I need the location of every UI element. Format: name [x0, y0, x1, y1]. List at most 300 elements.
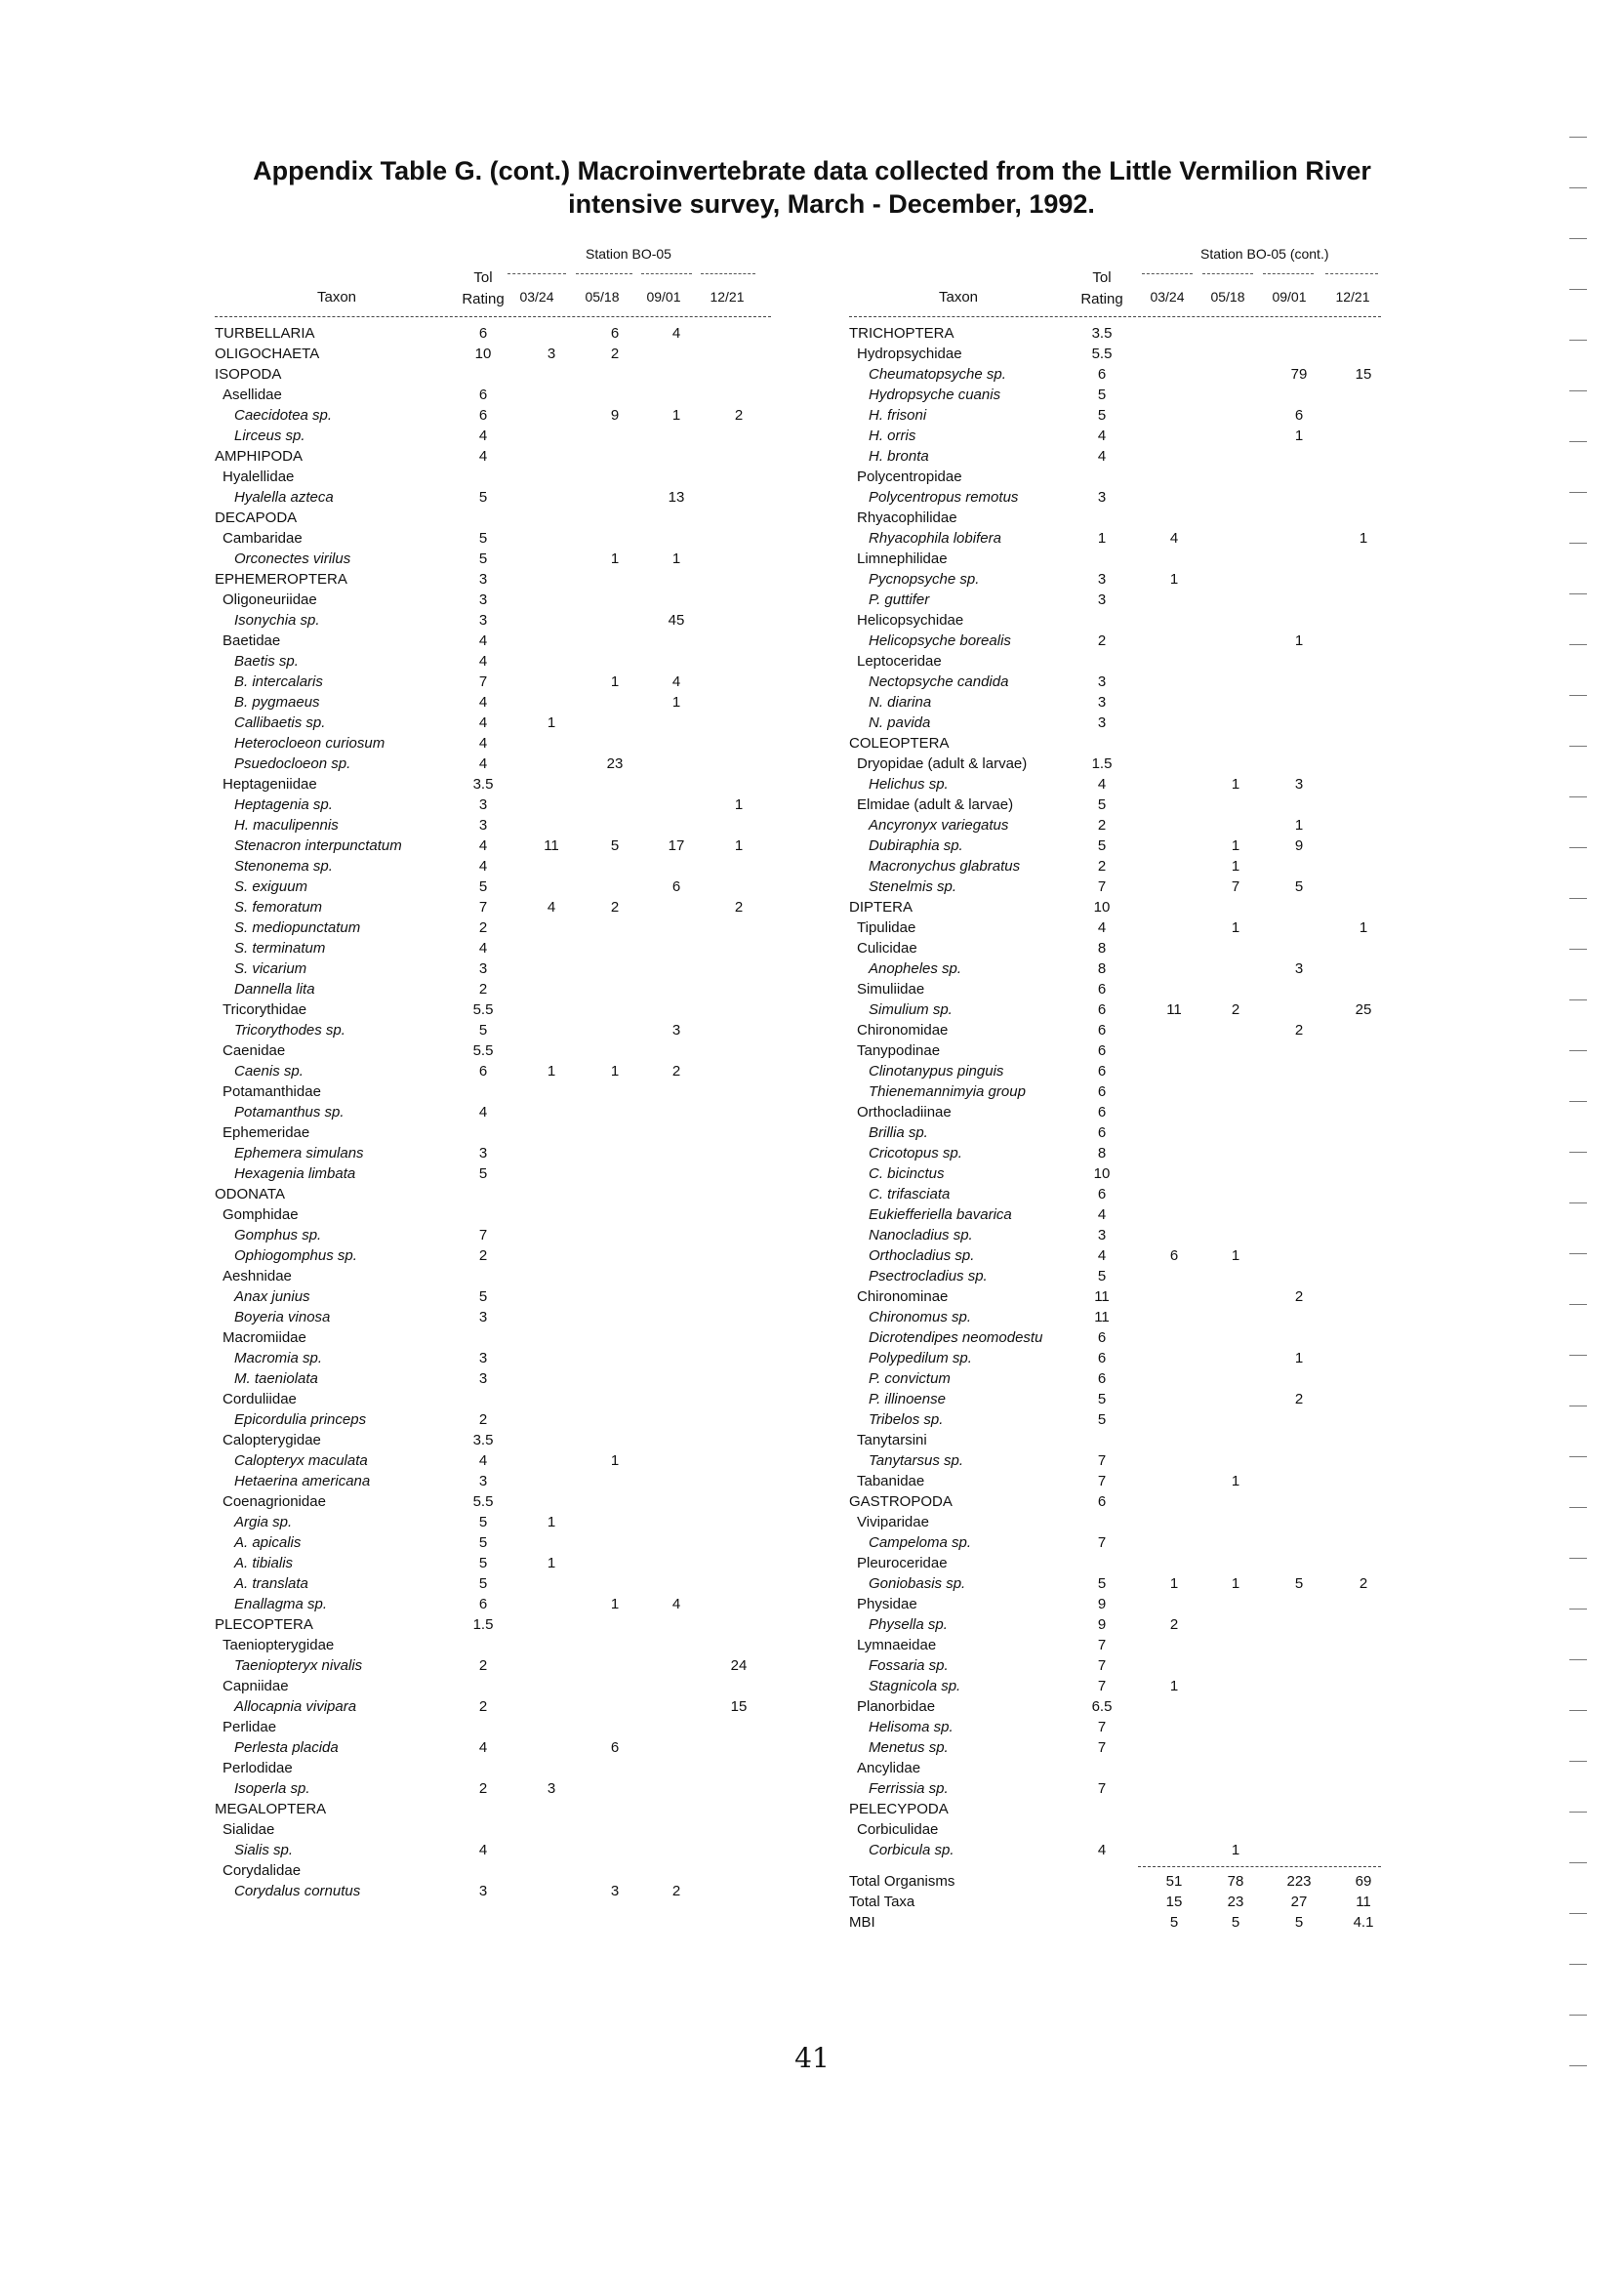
taxon-name: Stenelmis sp.	[869, 878, 957, 895]
table-row	[849, 364, 1381, 385]
tol-rating: 6	[1097, 1124, 1107, 1141]
table-row	[215, 1225, 771, 1245]
table-row	[215, 1081, 771, 1102]
taxon-name: Dryopidae (adult & larvae)	[857, 755, 1028, 772]
count-cell: 1	[610, 1452, 620, 1469]
tol-rating: 6	[478, 407, 488, 424]
taxon-name: Caenis sp.	[234, 1063, 304, 1080]
count-cell: 69	[1355, 1873, 1372, 1890]
table-row	[215, 487, 771, 508]
count-cell: 2	[1169, 1616, 1179, 1633]
count-cell: 3	[610, 1883, 620, 1899]
count-cell: 2	[1294, 1288, 1304, 1305]
left-table-header	[215, 246, 771, 316]
taxon-name: B. pygmaeus	[234, 694, 320, 711]
margin-tick	[1569, 1304, 1587, 1305]
table-row	[849, 1758, 1381, 1778]
totals-rule	[1138, 1866, 1381, 1867]
table-row	[215, 835, 771, 856]
tol-rating: 2	[478, 1657, 488, 1674]
taxon-name: Sialis sp.	[234, 1842, 294, 1858]
table-row	[215, 651, 771, 672]
table-row	[849, 917, 1381, 938]
taxon-name: Corydalus cornutus	[234, 1883, 361, 1899]
margin-tick	[1569, 289, 1587, 290]
table-row	[215, 1266, 771, 1286]
taxon-name: Tricorythidae	[223, 1001, 307, 1018]
tol-rating: 7	[478, 1227, 488, 1243]
count-cell: 1	[610, 673, 620, 690]
tol-rating-header: Tol Rating	[462, 269, 505, 307]
count-cell: 6	[610, 1739, 620, 1756]
page-title	[0, 154, 1624, 221]
tol-rating: 5.5	[472, 1042, 494, 1059]
count-cell: 1	[734, 837, 744, 854]
taxon-name: Menetus sp.	[869, 1739, 949, 1756]
margin-tick	[1569, 949, 1587, 950]
taxon-name: Corbicula sp.	[869, 1842, 954, 1858]
table-row	[215, 979, 771, 999]
taxon-name: Cricotopus sp.	[869, 1145, 962, 1161]
table-row	[849, 405, 1381, 426]
taxon-name: Anopheles sp.	[869, 960, 962, 977]
taxon-name: Chironomidae	[857, 1022, 949, 1039]
tol-rating: 2	[478, 1698, 488, 1715]
margin-tick	[1569, 1152, 1587, 1153]
taxon-name: Potamanthus sp.	[234, 1104, 345, 1121]
tol-rating: 6	[478, 387, 488, 403]
margin-tick	[1569, 1761, 1587, 1762]
table-row	[215, 1389, 771, 1409]
taxon-name: Hetaerina americana	[234, 1473, 371, 1489]
taxon-name: DECAPODA	[215, 509, 298, 526]
count-cell: 1	[1231, 1247, 1240, 1264]
taxon-name: AMPHIPODA	[215, 448, 304, 465]
count-cell: 45	[668, 612, 685, 629]
table-row	[849, 1348, 1381, 1368]
taxon-name: Ephemeridae	[223, 1124, 310, 1141]
taxon-name: Asellidae	[223, 387, 282, 403]
station-label: Station BO-05	[586, 246, 671, 262]
taxon-name: S. femoratum	[234, 899, 323, 916]
taxon-name: Epicordulia princeps	[234, 1411, 367, 1428]
count-cell: 4	[547, 899, 556, 916]
tol-rating: 6	[1097, 1493, 1107, 1510]
right-table-header	[849, 246, 1381, 316]
table-row	[849, 1266, 1381, 1286]
table-row	[849, 1799, 1381, 1819]
taxon-name: Cambaridae	[223, 530, 303, 547]
tol-rating: 3	[478, 1883, 488, 1899]
count-cell: 5	[610, 837, 620, 854]
tol-rating: 5	[1097, 1391, 1107, 1407]
table-row	[215, 1778, 771, 1799]
taxon-name: Potamanthidae	[223, 1083, 321, 1100]
taxon-name: Total Taxa	[849, 1894, 915, 1910]
left-table	[215, 246, 771, 1901]
tol-rating: 3	[1097, 591, 1107, 608]
taxon-name: Corbiculidae	[857, 1821, 939, 1838]
table-row	[849, 733, 1381, 754]
tol-rating: 4	[478, 632, 488, 649]
taxon-name: Baetis sp.	[234, 653, 299, 670]
count-cell: 1	[1359, 919, 1368, 936]
tol-rating: 4	[478, 428, 488, 444]
taxon-name: Isoperla sp.	[234, 1780, 310, 1797]
table-row	[849, 1204, 1381, 1225]
table-row	[215, 1163, 771, 1184]
count-cell: 1	[1169, 571, 1179, 588]
tol-rating: 2	[478, 1247, 488, 1264]
count-cell: 9	[1294, 837, 1304, 854]
taxon-name: Nectopsyche candida	[869, 673, 1009, 690]
count-cell: 1	[1294, 428, 1304, 444]
date-header: 03/24	[1150, 289, 1185, 305]
margin-tick	[1569, 238, 1587, 239]
tol-rating: 6	[478, 1596, 488, 1612]
table-row	[849, 549, 1381, 569]
table-row	[849, 344, 1381, 364]
count-cell: 1	[1231, 1842, 1240, 1858]
taxon-name: Chironomus sp.	[869, 1309, 972, 1325]
taxon-name: DIPTERA	[849, 899, 914, 916]
tol-rating: 3	[478, 591, 488, 608]
tol-rating: 6	[1097, 1042, 1107, 1059]
table-row	[849, 426, 1381, 446]
tol-rating: 4	[478, 858, 488, 875]
count-cell: 1	[547, 1555, 556, 1571]
table-row	[215, 1061, 771, 1081]
margin-tick	[1569, 1101, 1587, 1102]
tol-rating: 4	[478, 714, 488, 731]
tol-rating-header: Tol Rating	[1080, 269, 1123, 307]
taxon-name: C. trifasciata	[869, 1186, 951, 1202]
taxon-name: Polycentropidae	[857, 469, 962, 485]
table-row	[849, 1389, 1381, 1409]
taxon-name: H. bronta	[869, 448, 929, 465]
table-row	[215, 1307, 771, 1327]
table-row	[849, 569, 1381, 590]
tol-rating: 7	[1097, 1534, 1107, 1551]
table-row	[849, 1225, 1381, 1245]
tol-rating: 8	[1097, 940, 1107, 957]
table-row	[849, 1840, 1381, 1860]
taxon-name: Macromia sp.	[234, 1350, 323, 1366]
tol-rating: 3	[478, 1473, 488, 1489]
tol-rating: 4	[478, 1452, 488, 1469]
taxon-name: M. taeniolata	[234, 1370, 318, 1387]
tol-rating: 6	[1097, 1350, 1107, 1366]
margin-tick	[1569, 390, 1587, 391]
taxon-name: Caecidotea sp.	[234, 407, 333, 424]
tol-rating: 6	[1097, 1022, 1107, 1039]
table-row	[849, 1532, 1381, 1553]
tol-rating: 6	[478, 1063, 488, 1080]
left-table-body	[215, 323, 771, 1901]
table-row	[215, 1122, 771, 1143]
count-cell: 2	[734, 899, 744, 916]
count-cell: 79	[1290, 366, 1308, 383]
margin-tick	[1569, 847, 1587, 848]
tol-rating: 4	[1097, 1842, 1107, 1858]
taxon-name: Calopterygidae	[223, 1432, 321, 1448]
taxon-name: Orconectes virilus	[234, 550, 351, 567]
totals-row	[849, 1892, 1381, 1912]
table-row	[849, 1512, 1381, 1532]
table-row	[215, 1676, 771, 1696]
tol-rating: 3	[478, 571, 488, 588]
table-row	[849, 856, 1381, 876]
taxon-name: Aeshnidae	[223, 1268, 292, 1284]
taxon-name: Enallagma sp.	[234, 1596, 328, 1612]
table-row	[849, 651, 1381, 672]
margin-tick	[1569, 1202, 1587, 1203]
count-cell: 6	[1169, 1247, 1179, 1264]
tol-rating: 7	[1097, 1739, 1107, 1756]
margin-tick	[1569, 340, 1587, 341]
tol-rating: 6	[1097, 1001, 1107, 1018]
table-row	[849, 1594, 1381, 1614]
table-row	[215, 1430, 771, 1450]
tol-rating: 5	[1097, 796, 1107, 813]
table-row	[849, 672, 1381, 692]
tol-rating: 4	[1097, 428, 1107, 444]
table-row	[215, 549, 771, 569]
taxon-name: Caenidae	[223, 1042, 286, 1059]
tol-rating: 11	[1094, 1309, 1110, 1325]
margin-tick	[1569, 441, 1587, 442]
table-row	[849, 1430, 1381, 1450]
tol-rating: 7	[1097, 1452, 1107, 1469]
taxon-name: Leptoceridae	[857, 653, 942, 670]
taxon-name: Clinotanypus pinguis	[869, 1063, 1004, 1080]
table-row	[215, 1655, 771, 1676]
count-cell: 7	[1231, 878, 1240, 895]
count-cell: 11	[1166, 1001, 1182, 1018]
tol-rating: 3	[1097, 694, 1107, 711]
count-cell: 2	[1231, 1001, 1240, 1018]
taxon-name: ODONATA	[215, 1186, 285, 1202]
count-cell: 3	[547, 1780, 556, 1797]
tol-rating: 4	[478, 694, 488, 711]
taxon-name: Pycnopsyche sp.	[869, 571, 980, 588]
tol-rating: 3	[1097, 673, 1107, 690]
header-rule	[849, 316, 1381, 317]
tol-rating: 4	[478, 1842, 488, 1858]
taxon-name: Tanypodinae	[857, 1042, 941, 1059]
tol-rating: 5	[1097, 407, 1107, 424]
table-row	[849, 1409, 1381, 1430]
totals-row	[849, 1912, 1381, 1933]
taxon-name: Hyalella azteca	[234, 489, 334, 506]
margin-tick	[1569, 1558, 1587, 1559]
tol-rating: 6	[1097, 1186, 1107, 1202]
table-row	[849, 713, 1381, 733]
taxon-name: Orthocladius sp.	[869, 1247, 975, 1264]
taxon-name: Eukiefferiella bavarica	[869, 1206, 1012, 1223]
table-row	[215, 1696, 771, 1717]
taxon-name: Lymnaeidae	[857, 1637, 937, 1653]
taxon-name: Dubiraphia sp.	[869, 837, 963, 854]
taxon-name: A. translata	[234, 1575, 308, 1592]
table-row	[215, 1204, 771, 1225]
table-row	[215, 385, 771, 405]
margin-tick	[1569, 593, 1587, 594]
tol-rating: 9	[1097, 1596, 1107, 1612]
table-row	[215, 958, 771, 979]
count-cell: 15	[730, 1698, 748, 1715]
taxon-name: Nanocladius sp.	[869, 1227, 973, 1243]
count-cell: 1	[671, 407, 681, 424]
table-row	[215, 672, 771, 692]
table-row	[215, 364, 771, 385]
count-cell: 24	[730, 1657, 748, 1674]
tol-rating: 5	[1097, 1268, 1107, 1284]
table-row	[849, 1327, 1381, 1348]
tol-rating: 5	[478, 1022, 488, 1039]
tol-rating: 2	[478, 1411, 488, 1428]
count-cell: 15	[1355, 366, 1372, 383]
taxon-name: Hyalellidae	[223, 469, 295, 485]
taxon-name: Tribelos sp.	[869, 1411, 944, 1428]
tol-rating: 4	[1097, 919, 1107, 936]
table-row	[849, 1081, 1381, 1102]
taxon-name: Stenonema sp.	[234, 858, 333, 875]
table-row	[849, 1553, 1381, 1573]
tol-rating: 7	[1097, 1678, 1107, 1694]
count-cell: 1	[1169, 1678, 1179, 1694]
taxon-name: Perlodidae	[223, 1760, 293, 1776]
table-row	[215, 1020, 771, 1040]
table-row	[849, 1717, 1381, 1737]
taxon-name: Ophiogomphus sp.	[234, 1247, 357, 1264]
count-cell: 11	[544, 837, 559, 854]
table-row	[215, 1860, 771, 1881]
taxon-name: H. maculipennis	[234, 817, 339, 834]
margin-tick	[1569, 695, 1587, 696]
taxon-name: Tipulidae	[857, 919, 916, 936]
date-header: 03/24	[519, 289, 554, 305]
tol-rating: 3	[478, 612, 488, 629]
taxon-name: Helisoma sp.	[869, 1719, 954, 1735]
tol-rating: 6	[478, 325, 488, 342]
taxon-name: Ancyronyx variegatus	[869, 817, 1009, 834]
count-cell: 3	[1294, 960, 1304, 977]
tol-rating: 3	[478, 1350, 488, 1366]
taxon-name: Campeloma sp.	[869, 1534, 972, 1551]
count-cell: 2	[610, 346, 620, 362]
table-row	[215, 1450, 771, 1471]
tol-rating: 3.5	[472, 776, 494, 793]
tol-rating: 5.5	[472, 1493, 494, 1510]
margin-tick	[1569, 796, 1587, 797]
count-cell: 4	[671, 1596, 681, 1612]
tol-rating: 4	[1097, 776, 1107, 793]
margin-tick	[1569, 1456, 1587, 1457]
table-row	[849, 1020, 1381, 1040]
margin-tick	[1569, 137, 1587, 138]
count-cell: 4	[1169, 530, 1179, 547]
tol-rating: 5	[478, 530, 488, 547]
taxon-name: Boyeria vinosa	[234, 1309, 331, 1325]
count-cell: 2	[1294, 1391, 1304, 1407]
table-row	[849, 979, 1381, 999]
margin-tick	[1569, 1609, 1587, 1610]
tol-rating: 4	[478, 837, 488, 854]
taxon-name: Sialidae	[223, 1821, 275, 1838]
tol-rating: 3.5	[472, 1432, 494, 1448]
tol-rating: 6	[1097, 1104, 1107, 1121]
tol-rating: 3.5	[1091, 325, 1113, 342]
taxon-name: Physidae	[857, 1596, 917, 1612]
table-row	[215, 1143, 771, 1163]
taxon-name: Elmidae (adult & larvae)	[857, 796, 1014, 813]
date-header: 09/01	[646, 289, 681, 305]
station-label: Station BO-05 (cont.)	[1200, 246, 1329, 262]
table-row	[215, 897, 771, 917]
taxon-name: Capniidae	[223, 1678, 289, 1694]
count-cell: 1	[1231, 837, 1240, 854]
taxon-name: Orthocladiinae	[857, 1104, 952, 1121]
taxon-name: N. diarina	[869, 694, 932, 711]
table-row	[849, 467, 1381, 487]
tol-rating: 6	[1097, 1329, 1107, 1346]
tol-rating: 6	[1097, 1063, 1107, 1080]
title-line-2: intensive survey, March - December, 1992.	[568, 189, 1095, 219]
count-cell: 1	[1231, 919, 1240, 936]
tol-rating: 4	[1097, 1206, 1107, 1223]
margin-tick	[1569, 1862, 1587, 1863]
tol-rating: 7	[478, 899, 488, 916]
table-row	[849, 1491, 1381, 1512]
taxon-name: Brillia sp.	[869, 1124, 928, 1141]
taxon-name: Polycentropus remotus	[869, 489, 1019, 506]
count-cell: 6	[1294, 407, 1304, 424]
taxon-name: PELECYPODA	[849, 1801, 949, 1817]
tol-rating: 7	[1097, 1780, 1107, 1797]
table-row	[215, 405, 771, 426]
taxon-name: S. terminatum	[234, 940, 326, 957]
tol-rating: 5	[478, 1575, 488, 1592]
table-row	[849, 1143, 1381, 1163]
table-row	[215, 1635, 771, 1655]
taxon-name: Callibaetis sp.	[234, 714, 326, 731]
tol-rating: 2	[1097, 632, 1107, 649]
table-row	[215, 1184, 771, 1204]
count-cell: 3	[1294, 776, 1304, 793]
table-row	[849, 1655, 1381, 1676]
tol-rating: 4	[1097, 1247, 1107, 1264]
table-row	[849, 897, 1381, 917]
date-header: 09/01	[1272, 289, 1307, 305]
margin-tick	[1569, 543, 1587, 544]
table-row	[849, 1614, 1381, 1635]
tol-rating: 7	[1097, 1473, 1107, 1489]
taxon-name: Lirceus sp.	[234, 428, 305, 444]
date-header: 12/21	[710, 289, 745, 305]
table-row	[215, 610, 771, 631]
table-row	[849, 1307, 1381, 1327]
table-row	[849, 1471, 1381, 1491]
tol-rating: 3	[1097, 571, 1107, 588]
margin-tick	[1569, 1253, 1587, 1254]
table-row	[215, 733, 771, 754]
taxon-name: A. apicalis	[234, 1534, 302, 1551]
date-header: 12/21	[1335, 289, 1370, 305]
tol-rating: 5	[478, 550, 488, 567]
count-cell: 2	[671, 1063, 681, 1080]
tol-rating: 4	[1097, 448, 1107, 465]
